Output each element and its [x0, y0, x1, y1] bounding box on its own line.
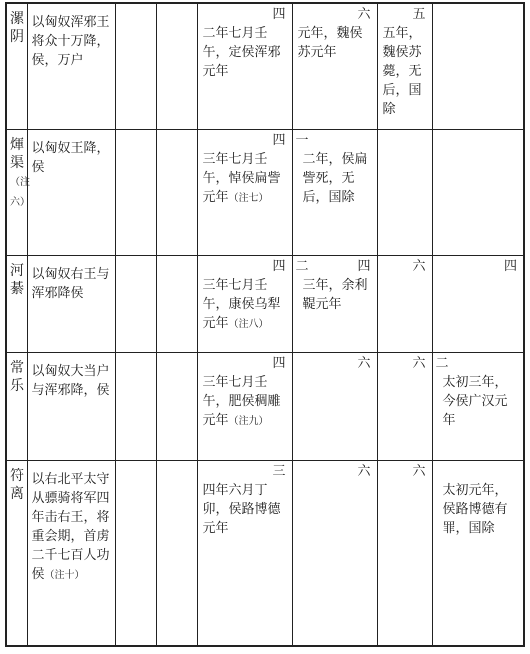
reign-cell [432, 352, 524, 460]
year-count-pair [293, 256, 377, 276]
fief-name: 符离 [6, 460, 27, 646]
note-marker: （注六） [10, 176, 30, 208]
year-count-right: 四 [357, 259, 371, 275]
empty-cell [115, 256, 156, 352]
merit-description: 以匈奴大当户与浑邪降，侯 [27, 352, 115, 460]
event-text: 三年七月壬午，悼侯扁訾元年（注七） [202, 151, 281, 205]
note-marker: （注八） [228, 319, 269, 331]
year-count: 六 [412, 463, 426, 479]
empty-cell [115, 129, 156, 255]
year-count [433, 461, 524, 481]
reign-cell [292, 3, 377, 129]
year-count: 六 [412, 259, 426, 275]
reign-cell [197, 460, 292, 646]
event-text: 太初元年，侯路博德有罪，国除 [442, 482, 508, 536]
fief-name: 常乐 [6, 352, 27, 460]
empty-cell [156, 256, 197, 352]
year-count: 二 [435, 355, 449, 371]
reign-cell [292, 460, 377, 646]
reign-cell [377, 256, 432, 352]
event-text: 三年，余利鞮元年 [302, 278, 368, 313]
merit-description: 以匈奴王降，侯 [27, 129, 115, 255]
empty-cell [115, 352, 156, 460]
year-count: 六 [357, 355, 371, 371]
year-count: 六 [412, 355, 426, 371]
event-text: 二年七月壬午，定侯浑邪元年 [202, 26, 281, 79]
note-marker: （注十） [44, 569, 85, 581]
year-count: 四 [272, 355, 286, 371]
reign-cell [292, 129, 377, 255]
fief-name: 煇渠（注六） [6, 129, 27, 255]
year-count: 四 [503, 259, 517, 275]
year-count: 四 [272, 132, 286, 148]
merit-description: 以匈奴右王与浑邪降侯 [27, 256, 115, 352]
year-count: 三 [272, 463, 286, 479]
marquis-chronology-table [5, 2, 525, 647]
reign-cell [292, 256, 377, 352]
event-text: 二年，侯扁訾死，无后，国除 [302, 151, 368, 205]
event-text: 四年六月丁卯，侯路博德元年 [202, 482, 281, 536]
merit-description: 以右北平太守从骠骑将军四年击右王，将重会期，首虏二千七百人功侯（注十） [27, 460, 115, 646]
event-text: 五年，魏侯苏薨，无后，国除 [382, 26, 422, 117]
table-row [6, 256, 524, 352]
event-text: 元年，魏侯苏元年 [297, 26, 363, 60]
year-count: 五 [412, 7, 426, 22]
reign-cell [197, 352, 292, 460]
note-marker: （注九） [228, 415, 269, 427]
reign-cell [377, 3, 432, 129]
event-text: 三年七月壬午，肥侯稠雕元年（注九） [202, 374, 281, 428]
year-count: 四 [272, 7, 286, 22]
empty-cell [156, 3, 197, 129]
year-count: 一 [295, 132, 309, 148]
fief-name: 漯阴 [6, 3, 27, 129]
table-row [6, 352, 524, 460]
reign-cell [377, 352, 432, 460]
year-count-left: 二 [295, 259, 309, 275]
empty-cell [156, 352, 197, 460]
reign-cell [197, 3, 292, 129]
merit-description: 以匈奴浑邪王将众十万降，侯，万户 [27, 3, 115, 129]
reign-cell [432, 3, 524, 129]
empty-cell [156, 129, 197, 255]
year-count: 六 [357, 7, 371, 22]
table-row [6, 460, 524, 646]
event-text: 太初三年，今侯广汉元年 [442, 374, 508, 428]
reign-cell [197, 256, 292, 352]
note-marker: （注七） [228, 192, 269, 204]
reign-cell [197, 129, 292, 255]
table-row [6, 3, 524, 129]
reign-cell [432, 256, 524, 352]
table-row [6, 129, 524, 255]
reign-cell [377, 129, 432, 255]
year-count: 四 [272, 259, 286, 275]
reign-cell [432, 460, 524, 646]
empty-cell [115, 3, 156, 129]
year-count: 六 [357, 463, 371, 479]
event-text: 三年七月壬午，康侯乌犁元年（注八） [202, 278, 281, 332]
reign-cell [377, 460, 432, 646]
reign-cell [292, 352, 377, 460]
empty-cell [156, 460, 197, 646]
reign-cell [432, 129, 524, 255]
fief-name: 河綦 [6, 256, 27, 352]
empty-cell [115, 460, 156, 646]
